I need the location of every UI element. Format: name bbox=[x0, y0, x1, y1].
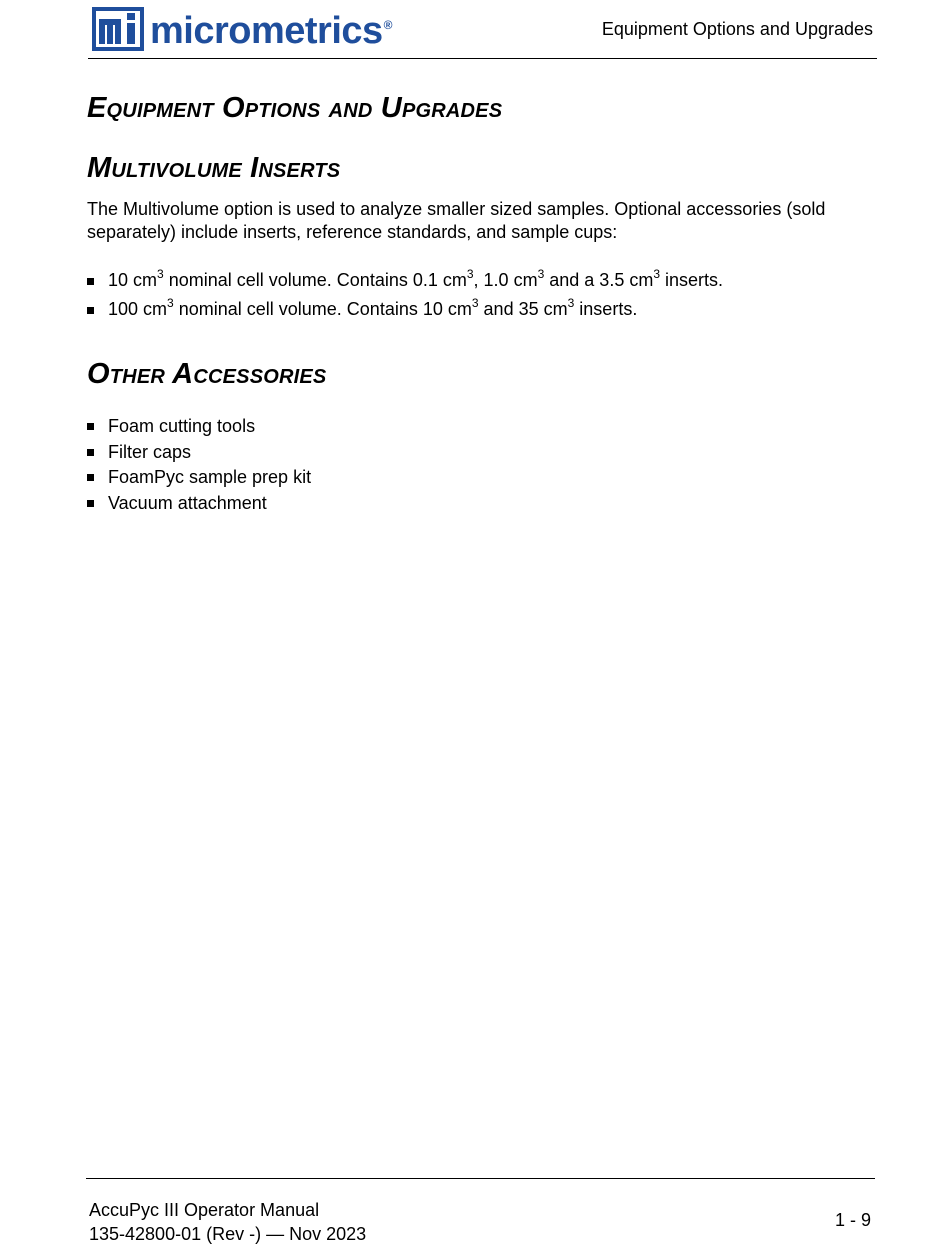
list-item: Filter caps bbox=[87, 440, 857, 466]
company-logo bbox=[92, 6, 432, 52]
list-item: 100 $cm^3$ nominal cell volume. Contains 10 $cm^3$ and 35 $cm^3$ inserts. bbox=[87, 295, 857, 324]
page-title: Equipment Options and Upgrades bbox=[87, 92, 503, 124]
logo-text: micrometrics bbox=[150, 10, 383, 52]
manual-title: AccuPyc III Operator Manual bbox=[89, 1200, 320, 1220]
footer-divider bbox=[86, 1178, 875, 1179]
page-content bbox=[87, 90, 857, 516]
page-number: 1 - 9 bbox=[834, 1210, 871, 1230]
footer-info bbox=[89, 1198, 366, 1246]
multivolume-intro: The Multivolume option is used to analyze smaller sized samples. Optional accessories (sold separately) include inserts, reference standards, and sample cups: bbox=[87, 199, 826, 242]
document-number: 135-42800-01 (Rev -) — Nov 2023 bbox=[89, 1224, 367, 1244]
logo-wordmark bbox=[150, 9, 392, 53]
mi-monogram-icon bbox=[92, 7, 144, 51]
list-item: Vacuum attachment bbox=[87, 491, 857, 517]
accessories-list bbox=[87, 414, 857, 516]
registered-mark: ® bbox=[383, 18, 393, 32]
section-heading-multivolume: Multivolume Inserts bbox=[87, 152, 341, 184]
list-item: FoamPyc sample prep kit bbox=[87, 465, 857, 491]
insert-list bbox=[87, 266, 857, 324]
list-item: Foam cutting tools bbox=[87, 414, 857, 440]
running-header-title: Equipment Options and Upgrades bbox=[601, 19, 873, 39]
header-divider bbox=[88, 58, 877, 59]
list-item: 10 $cm^3$ nominal cell volume. Contains 0.1 $cm^3$, 1.0 $cm^3$ and a 3.5 $cm^3$ inserts. bbox=[87, 266, 857, 295]
section-heading-accessories: Other Accessories bbox=[87, 358, 327, 390]
